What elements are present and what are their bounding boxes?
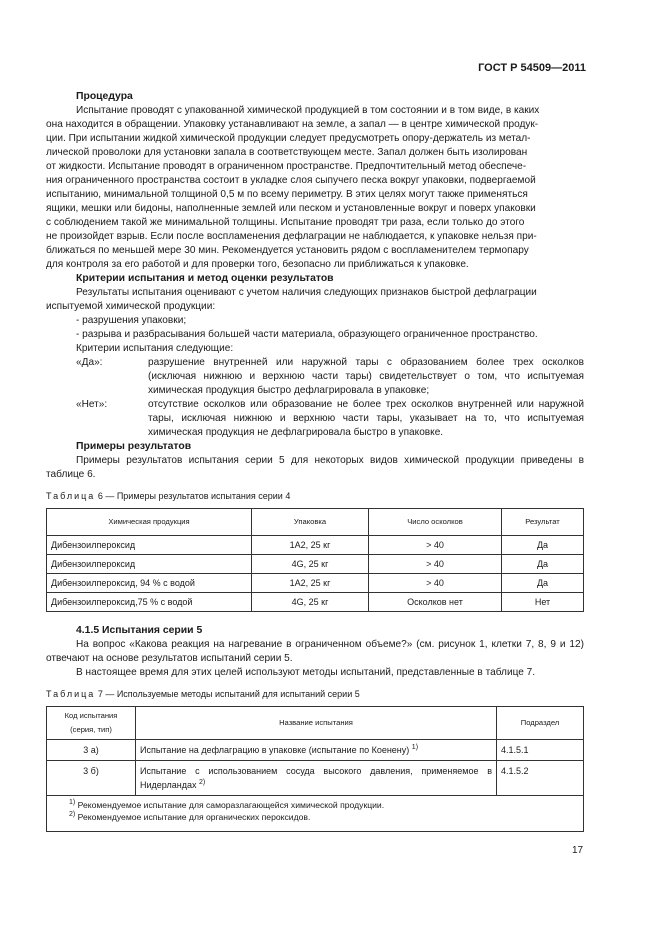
table-cell: Осколков нет	[369, 593, 502, 612]
column-header: Название испытания	[136, 707, 497, 740]
criterion-key: «Нет»:	[76, 399, 108, 410]
table-row	[47, 536, 584, 555]
table-cell: Нет	[502, 593, 584, 612]
table-cell: 4G, 25 кг	[252, 593, 369, 612]
table-cell: 3 а)	[47, 740, 136, 761]
text-line: испытуемой химической продукции:	[46, 301, 216, 312]
column-header: Подраздел	[497, 707, 584, 740]
footnotes-cell	[47, 796, 584, 832]
text-line: не произойдет взрыв. Если после воспламенения дефлаграции не наблюдается, к упаковке нельзя при-	[46, 231, 537, 242]
criterion-text: разрушение внутренней или наружной тары с образованием более трех осколков (исключая нижнюю и верхнюю части тары) свидетельствует о том, что испытуемая химическая продукция быстро дефлагрировала в упаковке;	[148, 357, 584, 396]
column-header: Число осколков	[369, 509, 502, 536]
standard-number: ГОСТ Р 54509—2011	[478, 62, 586, 74]
table-cell	[136, 740, 497, 761]
text-line: Испытание проводят с упакованной химической продукцией в том состоянии и в том виде, в каких	[76, 105, 540, 116]
table-row	[47, 740, 584, 761]
table-cell: 4G, 25 кг	[252, 555, 369, 574]
table-header-row	[47, 509, 584, 536]
criteria-intro	[46, 286, 584, 314]
table-row	[47, 574, 584, 593]
criterion-text: отсутствие осколков или образование не более трех осколков внутренней или наружной тары, исключая нижнюю и верхнюю части тары, указывает на то, что испытуемая химическая продукция не дефлагрировала быстро в упаковке.	[148, 399, 584, 438]
text-line: с соблюдением такой же минимальной толщины. Испытание проводят три раза, если только до этого	[46, 217, 525, 228]
table-row	[47, 593, 584, 612]
examples-paragraph: Примеры результатов испытания серии 5 для некоторых видов химической продукции приведены в таблице 6.	[46, 455, 584, 480]
series5-paragraph: На вопрос «Какова реакция на нагревание в ограниченном объеме?» (см. рисунок 1, клетки 7, 8, 9 и 12) отвечают на основе результатов испытаний серии 5.	[46, 639, 584, 664]
table-cell: Да	[502, 555, 584, 574]
page-number: 17	[572, 845, 584, 856]
procedure-paragraph	[46, 104, 584, 272]
table-cell: > 40	[369, 536, 502, 555]
table-header-row	[47, 707, 584, 740]
table-row	[47, 761, 584, 796]
footnote-mark: 2)	[69, 811, 76, 818]
column-header: Упаковка	[252, 509, 369, 536]
table-cell: 3 б)	[47, 761, 136, 796]
series5-paragraph: В настоящее время для этих целей используют методы испытаний, представленные в таблице 7.	[76, 667, 536, 678]
footnote	[69, 811, 579, 823]
text-line: она находится в обращении. Упаковку устанавливают на земле, а запал — в центре химической продук-	[46, 119, 539, 130]
criteria-line: Критерии испытания следующие:	[76, 343, 234, 354]
criterion-yes	[46, 356, 584, 398]
table-cell: Дибензоилпероксид,75 % с водой	[47, 593, 252, 612]
table-cell: Дибензоилпероксид	[47, 555, 252, 574]
text-line: ции. При испытании жидкой химической продукции следует предусмотреть опору-держатель из метал-	[46, 133, 531, 144]
table6-caption	[46, 490, 584, 502]
table-cell: Дибензоилпероксид	[47, 536, 252, 555]
bullet-item: - разрыва и разбрасывания большей части материала, образующего ограниченное пространство.	[76, 329, 538, 340]
footnote-text: Рекомендуемое испытание для саморазлагающейся химической продукции.	[77, 800, 385, 810]
table-cell: Да	[502, 574, 584, 593]
text-line: от жидкости. Испытание проводят в ограниченном пространстве. Предпочтительный метод обеспече-	[46, 161, 527, 172]
criterion-no	[46, 398, 584, 440]
column-header: Код испытания (серия, тип)	[47, 707, 136, 740]
table-cell: > 40	[369, 574, 502, 593]
caption-text: 7 — Используемые методы испытаний для испытаний серии 5	[97, 689, 360, 699]
text-line: лической проволоки для установки запала в соответствующем месте. Запал должен быть изолирован	[46, 147, 528, 158]
column-header: Химическая продукция	[47, 509, 252, 536]
table-footnotes-row	[47, 796, 584, 832]
caption-label: Таблица	[46, 689, 96, 699]
footnote-text: Рекомендуемое испытание для органических пероксидов.	[77, 812, 311, 822]
table6	[46, 508, 584, 612]
table-cell: 4.1.5.2	[497, 761, 584, 796]
bullet-item: - разрушения упаковки;	[76, 315, 187, 326]
procedure-heading: Процедура	[76, 91, 133, 102]
table-cell: Дибензоилпероксид, 94 % с водой	[47, 574, 252, 593]
test-name: Испытание на дефлаграцию в упаковке (испытание по Коенену)	[140, 745, 410, 755]
table-row	[47, 555, 584, 574]
caption-label: Таблица	[46, 491, 96, 501]
criterion-key: «Да»:	[76, 357, 103, 368]
table7	[46, 706, 584, 832]
table-cell: 1А2, 25 кг	[252, 574, 369, 593]
footnote-mark: 1)	[69, 799, 76, 806]
footnote-ref: 1)	[411, 744, 419, 751]
table-cell: Да	[502, 536, 584, 555]
text-line: Результаты испытания оценивают с учетом наличия следующих признаков быстрой дефлаграции	[76, 287, 537, 298]
criteria-heading: Критерии испытания и метод оценки результатов	[76, 273, 334, 284]
text-line: для контроля за его работой и для проверки того, безопасно ли приближаться к упаковке.	[46, 259, 469, 270]
table-cell: 1А2, 25 кг	[252, 536, 369, 555]
table-cell: > 40	[369, 555, 502, 574]
footnote	[69, 799, 579, 811]
test-name: Испытание с использованием сосуда высокого давления, применяемое в Нидерландах	[140, 766, 492, 790]
text-line: ящики, мешки или бидоны, наполненные землей или песком и установленные вокруг и поверх упаковки	[46, 203, 536, 214]
table-cell: 4.1.5.1	[497, 740, 584, 761]
examples-heading: Примеры результатов	[76, 441, 192, 452]
table7-caption	[46, 688, 584, 700]
text-line: ния ограниченного пространства состоит в укладке слоя сыпучего песка вокруг упаковки, подвергаемой	[46, 175, 536, 186]
text-line: ближаться по меньшей мере 30 мин. Рекомендуется установить рядом с воспламенителем термопару	[46, 245, 529, 256]
footnote-ref: 2)	[198, 779, 206, 786]
table-cell	[136, 761, 497, 796]
series5-heading: 4.1.5 Испытания серии 5	[76, 625, 203, 636]
column-header: Результат	[502, 509, 584, 536]
text-line: испытанию, минимальной толщиной 0,5 м по всему периметру. В этих целях могут также применяться	[46, 189, 528, 200]
caption-text: 6 — Примеры результатов испытания серии 4	[97, 491, 291, 501]
page-content	[46, 90, 584, 832]
